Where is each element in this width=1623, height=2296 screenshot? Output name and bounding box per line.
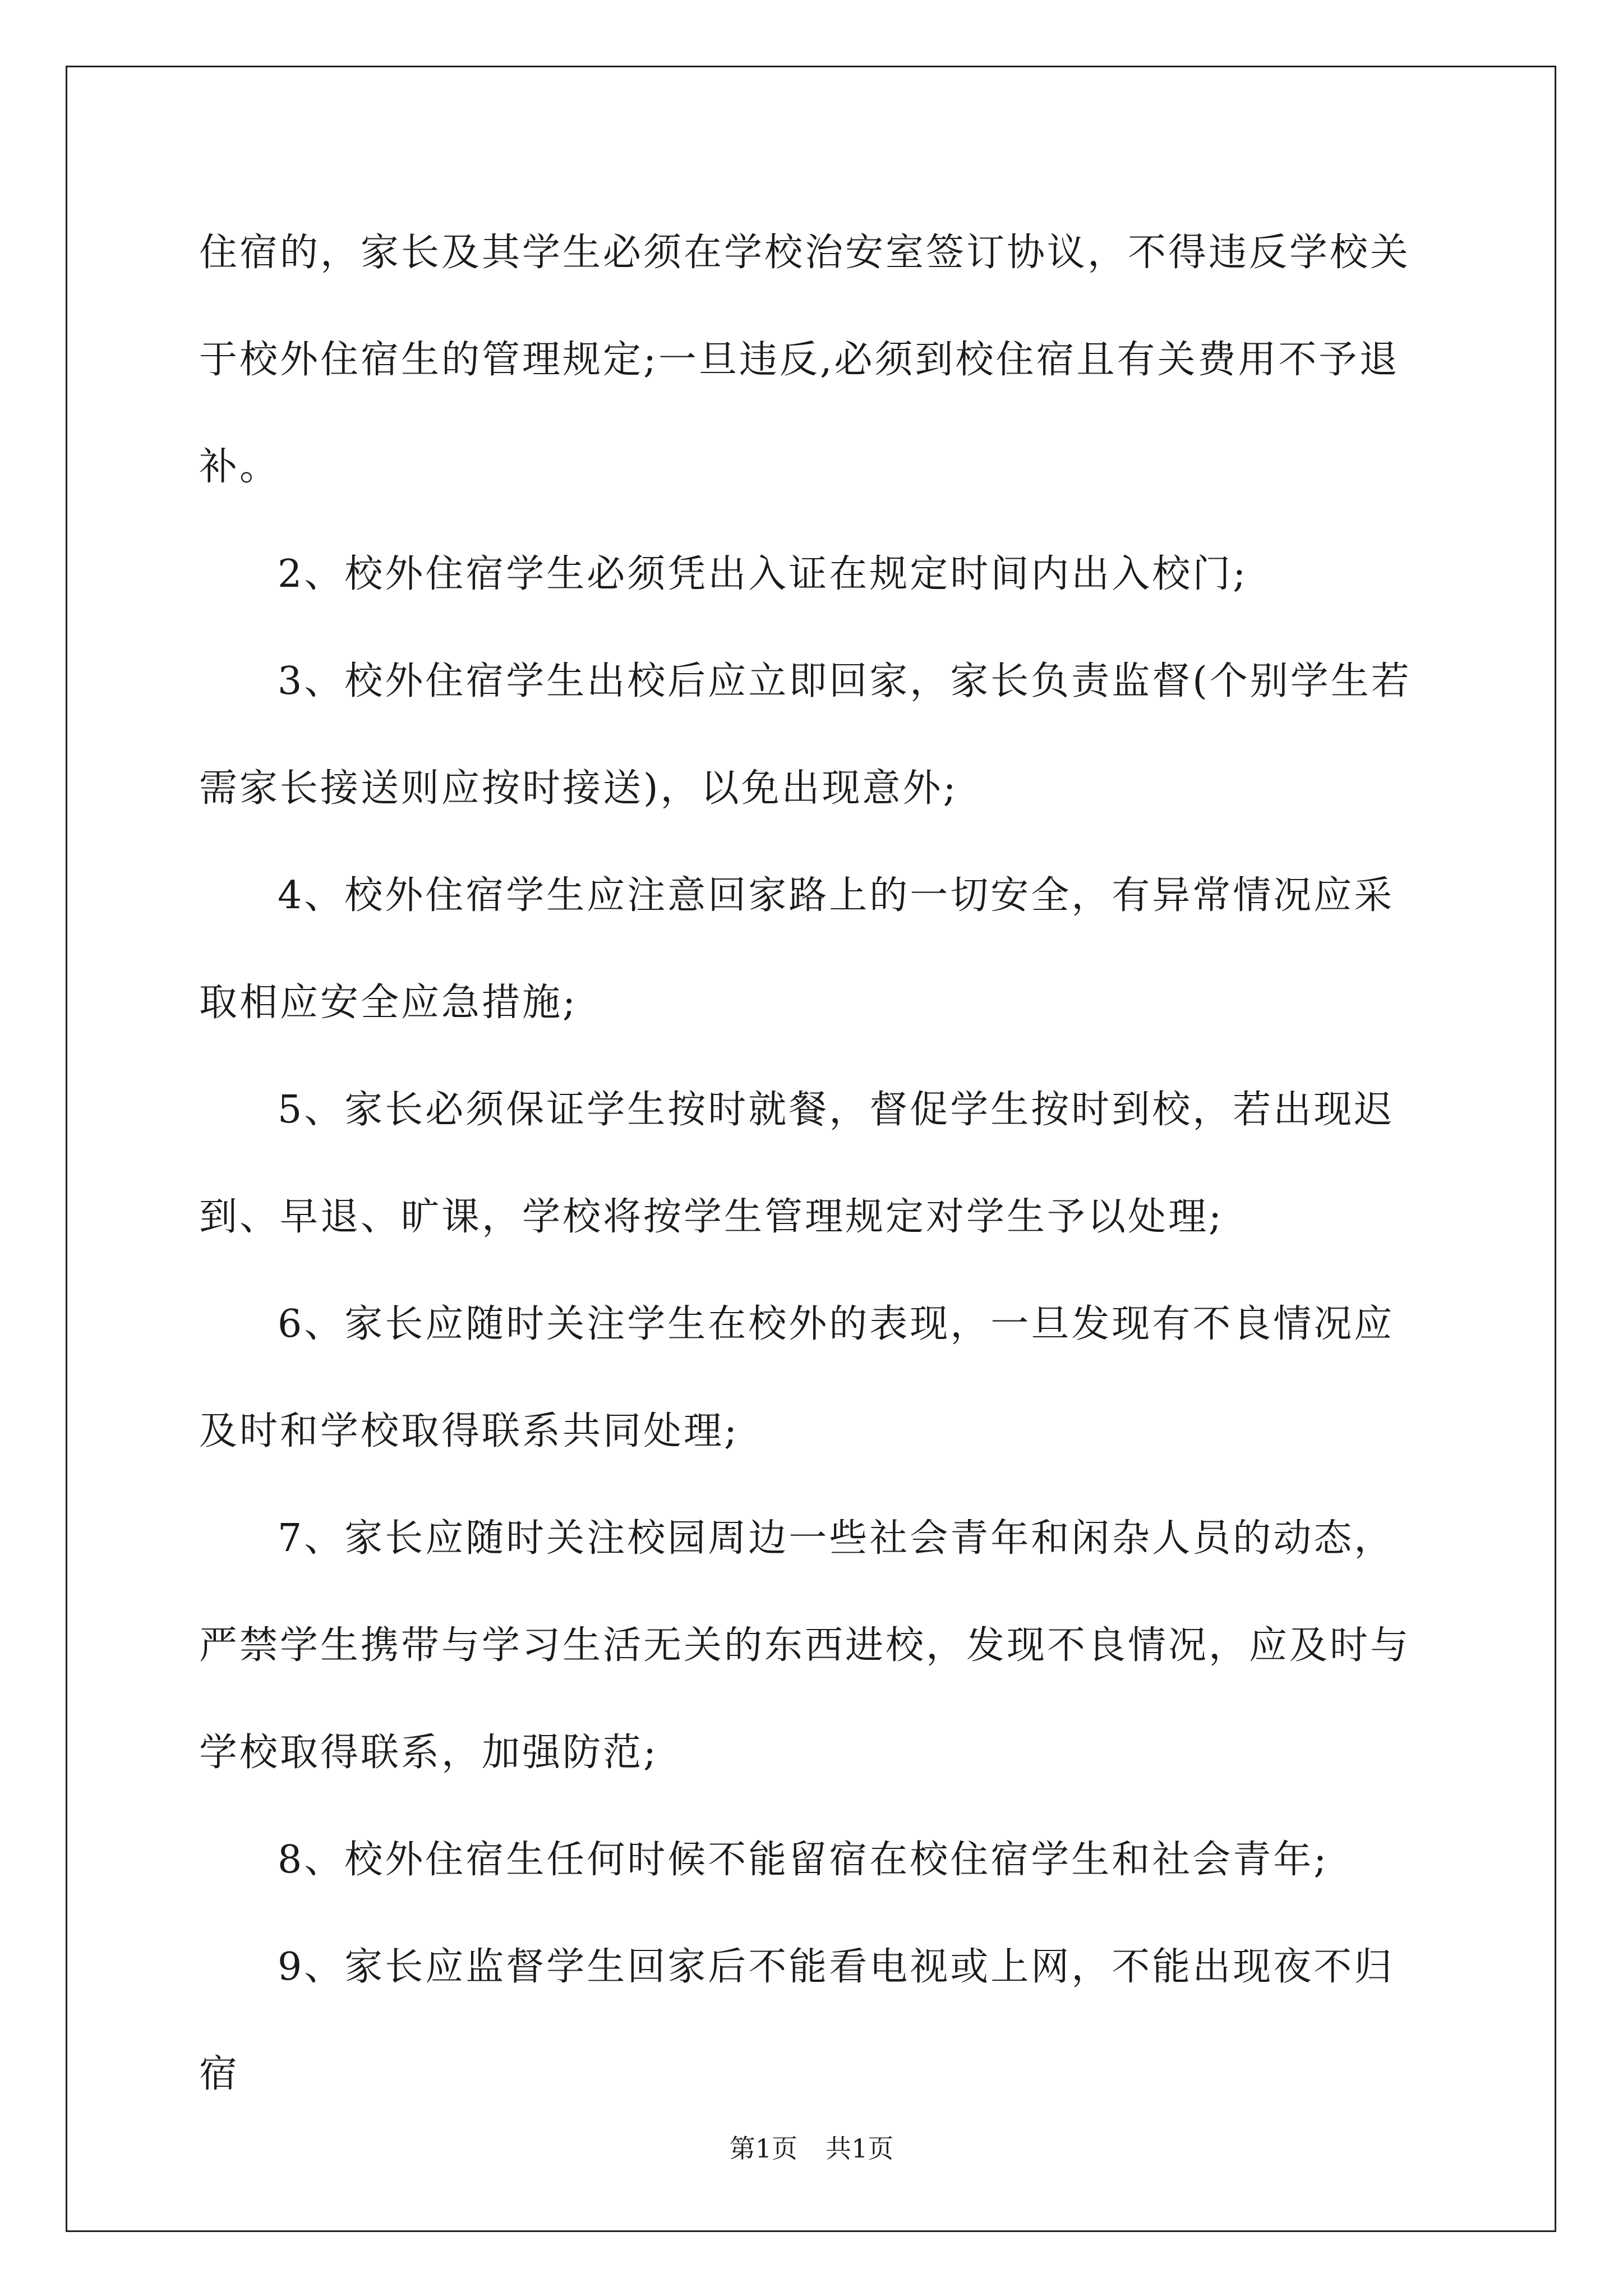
paragraph-8: 8、校外住宿生任何时候不能留宿在校住宿学生和社会青年; [278,1838,1329,1882]
document-body [199,199,1427,2128]
paragraph-1: 住宿的，家长及其学生必须在学校治安室签订协议，不得违反学校关于校外住宿生的管理规定;一旦违反,必须到校住宿且有关费用不予退补。 [199,231,1411,489]
page-footer [0,2132,1623,2165]
paragraph-9: 9、家长应监督学生回家后不能看电视或上网，不能出现夜不归宿 [199,1945,1395,2096]
paragraph-6: 6、家长应随时关注学生在校外的表现，一旦发现有不良情况应及时和学校取得联系共同处理; [199,1302,1395,1453]
page-number-total: 共1页 [826,2133,894,2164]
paragraph-5: 5、家长必须保证学生按时就餐，督促学生按时到校，若出现迟到、早退、旷课，学校将按学生管理规定对学生予以处理; [199,1088,1395,1239]
paragraph-4: 4、校外住宿学生应注意回家路上的一切安全，有异常情况应采取相应安全应急措施; [199,873,1395,1025]
paragraph-7: 7、家长应随时关注校园周边一些社会青年和闲杂人员的动态，严禁学生携带与学习生活无关的东西进校，发现不良情况，应及时与学校取得联系，加强防范; [199,1516,1411,1775]
paragraph-3: 3、校外住宿学生出校后应立即回家，家长负责监督(个别学生若需家长接送则应按时接送)，以免出现意外; [199,659,1412,811]
paragraph-2: 2、校外住宿学生必须凭出入证在规定时间内出入校门; [278,552,1248,596]
page-number-current: 第1页 [729,2133,797,2164]
